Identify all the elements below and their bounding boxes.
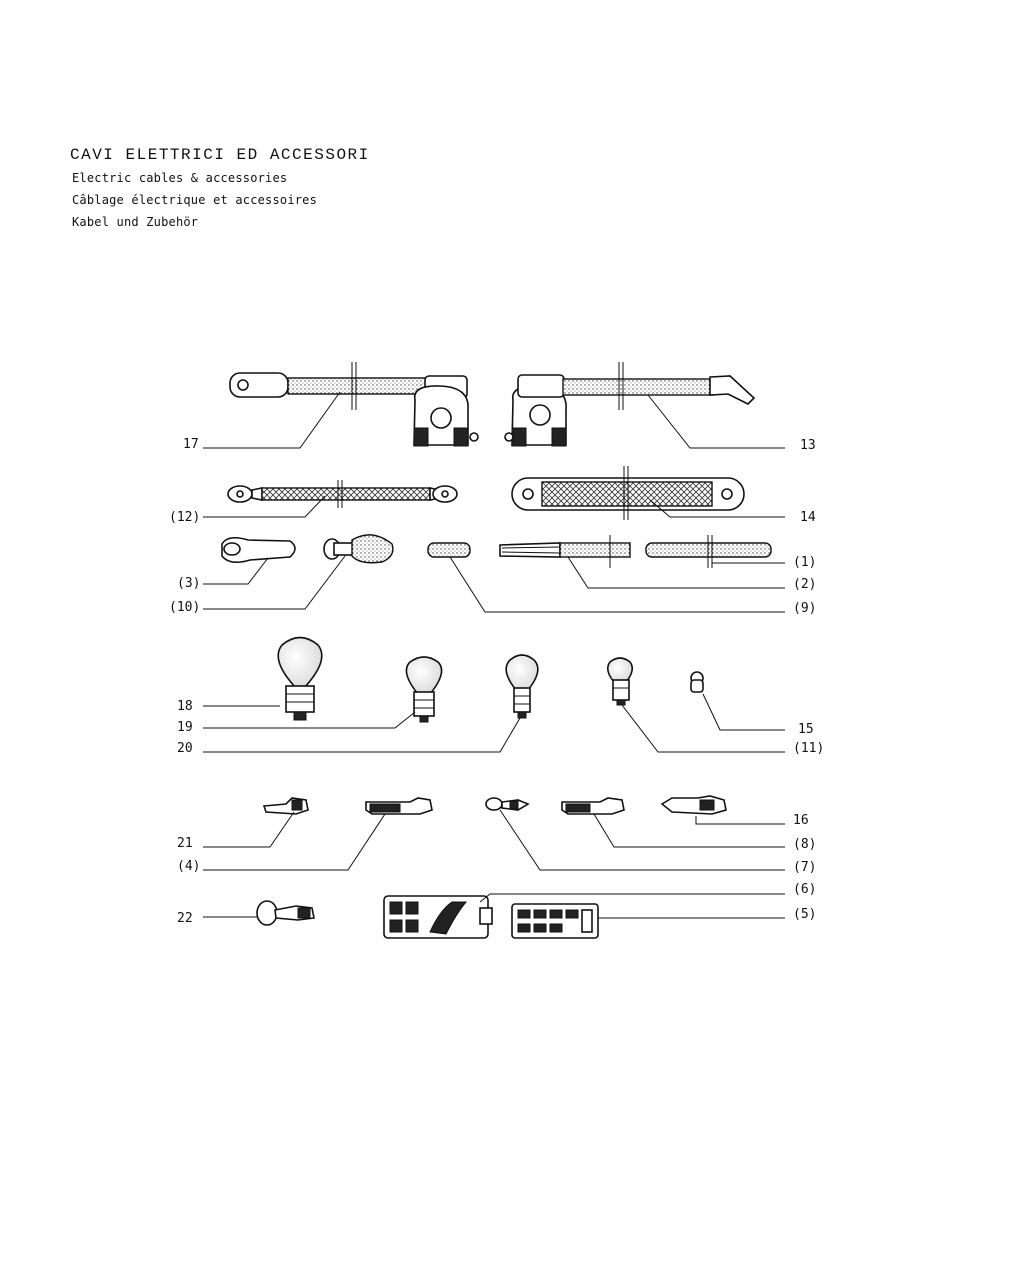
leader-8 — [594, 814, 785, 847]
leader-7 — [500, 810, 785, 870]
leader-21 — [203, 812, 294, 847]
battery-cable-17 — [230, 362, 478, 446]
ring-terminal-7 — [486, 798, 528, 810]
leader-17 — [203, 392, 340, 448]
subtitle-german: Kabel und Zubehör — [72, 215, 199, 229]
bulb-19 — [406, 657, 441, 722]
subtitle-english: Electric cables & accessories — [72, 171, 288, 185]
leader-20 — [203, 718, 520, 752]
bulb-11 — [608, 658, 633, 705]
leader-6 — [480, 894, 785, 902]
callout-22: 22 — [177, 911, 193, 926]
callout-11: (11) — [793, 741, 825, 756]
ground-strap-12 — [228, 480, 457, 508]
callout-14: 14 — [800, 510, 816, 525]
callout-17: 17 — [183, 437, 199, 452]
terminal-4 — [366, 798, 432, 814]
terminal-21 — [264, 798, 308, 814]
callout-9: (9) — [793, 601, 817, 616]
terminal-8 — [562, 798, 624, 814]
leader-13 — [648, 395, 785, 448]
leader-10 — [203, 556, 345, 609]
leader-16 — [696, 816, 785, 824]
callout-8: (8) — [793, 837, 817, 852]
connector-block-6 — [384, 896, 492, 938]
callout-3: (3) — [177, 576, 201, 591]
leader-2 — [568, 557, 785, 588]
callout-2: (2) — [793, 577, 817, 592]
bulb-20 — [506, 655, 538, 718]
subtitle-french: Câblage électrique et accessoires — [72, 193, 318, 207]
callout-4: (4) — [177, 859, 201, 874]
connector-block-5 — [512, 904, 598, 938]
callout-21: 21 — [177, 836, 193, 851]
ground-strap-14 — [512, 466, 744, 520]
bulb-18 — [278, 638, 322, 721]
battery-cable-13 — [505, 362, 754, 446]
callout-15: 15 — [798, 722, 814, 737]
spade-terminal-16 — [662, 796, 726, 814]
leader-15 — [703, 694, 785, 730]
callout-10: (10) — [169, 600, 201, 615]
callout-18: 18 — [177, 699, 193, 714]
page-title: CAVI ELETTRICI ED ACCESSORI — [70, 146, 370, 164]
callout-12: (12) — [169, 510, 201, 525]
leader-9 — [450, 557, 785, 612]
cable-clip-22 — [257, 901, 314, 925]
callout-13: 13 — [800, 438, 816, 453]
callout-7: (7) — [793, 860, 817, 875]
terminal-boot-3 — [222, 538, 295, 563]
callout-6: (6) — [793, 882, 817, 897]
callout-16: 16 — [793, 813, 809, 828]
callout-20: 20 — [177, 741, 193, 756]
leader-4 — [203, 814, 385, 870]
callout-1: (1) — [793, 555, 817, 570]
insulating-cap-10 — [324, 535, 393, 563]
sleeve-9 — [428, 543, 470, 557]
callout-19: 19 — [177, 720, 193, 735]
leader-19 — [203, 712, 415, 728]
cable-2 — [500, 535, 630, 568]
callout-5: (5) — [793, 907, 817, 922]
leader-11 — [622, 705, 785, 752]
bulb-15 — [691, 672, 703, 692]
